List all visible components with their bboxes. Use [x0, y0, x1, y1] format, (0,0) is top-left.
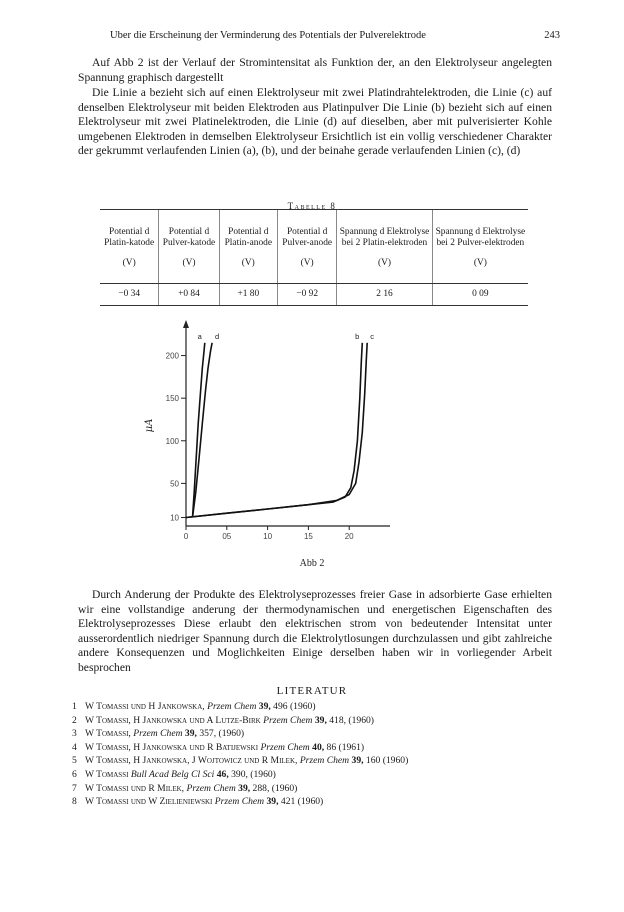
reference-item: [72, 754, 572, 768]
reference-authors: W Tomassi und H Jankowska,: [85, 701, 208, 712]
reference-pages: 496 (1960): [273, 701, 316, 712]
table-cell: +1 80: [219, 284, 277, 306]
table-cell: −0 92: [278, 284, 337, 306]
figure-caption: Abb 2: [299, 558, 325, 569]
reference-list: [72, 700, 572, 809]
paragraph-1: Auf Abb 2 ist der Verlauf der Stromintensitat als Funktion der, an den Elektrolyseur angelegten Spannung graphisch dargestellt: [78, 56, 552, 84]
reference-volume: 39,: [184, 728, 200, 740]
reference-volume: 39,: [351, 755, 366, 767]
reference-journal: Przem Chem: [260, 741, 313, 753]
table-header-4: Spannung d Elektrolyse bei 2 Platin-elektroden (V): [337, 210, 432, 284]
y-tick-label: 50: [170, 479, 179, 489]
reference-journal: Przem Chem: [133, 728, 185, 740]
table-header-1: Potential d Pulver-katode (V): [159, 210, 219, 284]
reference-number: 6: [72, 768, 77, 780]
reference-pages: 160 (1960): [365, 755, 409, 767]
reference-journal: Bull Acad Belg Cl Sci: [130, 768, 217, 780]
table-cell: −0 34: [100, 284, 159, 306]
table-row: [100, 284, 528, 306]
series-label-b: b: [355, 331, 360, 341]
reference-pages: 390, (1960): [231, 768, 276, 780]
reference-pages: 86 (1961): [326, 741, 365, 753]
reference-item: [72, 741, 572, 755]
table-header-2: Potential d Platin-anode (V): [219, 210, 277, 284]
x-tick-label: 15: [303, 532, 313, 541]
running-head-title: Uber die Erscheinung der Verminderung des Potentials der Pulverelektrode: [110, 30, 426, 41]
reference-pages: 421 (1960): [280, 796, 324, 808]
table-header-3: Potential d Pulver-anode (V): [278, 210, 337, 284]
reference-volume: 39,: [238, 782, 253, 794]
x-tick-label: 10: [263, 532, 273, 541]
reference-journal: Przem Chem: [263, 714, 315, 726]
series-line-b: [186, 343, 362, 518]
reference-journal: Przem Chem: [214, 796, 267, 808]
y-axis-arrow: [183, 320, 189, 328]
reference-pages: 418, (1960): [329, 714, 374, 726]
reference-authors: W Tomassi: [85, 768, 131, 780]
table-cell: 2 16: [337, 284, 432, 306]
reference-journal: Przem Chem: [207, 701, 259, 712]
reference-item: [72, 768, 572, 782]
x-tick-label: 20: [344, 532, 354, 541]
reference-number: 2: [72, 714, 77, 726]
reference-number: 5: [72, 755, 77, 767]
reference-item: [72, 714, 572, 728]
table-header-0: Potential d Platin-katode (V): [100, 210, 159, 284]
reference-journal: Przem Chem: [299, 755, 352, 767]
x-tick-label: 0: [183, 532, 189, 541]
reference-authors: W Tomassi, H Jankowska und A Lutze-Birk: [85, 714, 264, 726]
reference-journal: Przem Chem: [186, 782, 239, 794]
y-axis-label: μA: [144, 418, 155, 433]
table-header-5: Spannung d Elektrolyse bei 2 Pulver-elektroden (V): [432, 210, 528, 284]
reference-volume: 39,: [258, 701, 274, 712]
table-caption: Tabelle 8: [287, 201, 337, 211]
reference-authors: W Tomassi,: [85, 728, 134, 740]
reference-item: [72, 795, 572, 809]
reference-number: 7: [72, 782, 77, 794]
reference-volume: 39,: [266, 796, 281, 808]
table-cell: 0 09: [432, 284, 528, 306]
reference-authors: W Tomassi, H Jankowska und R Batijewski: [85, 741, 261, 753]
series-line-c: [186, 343, 367, 518]
reference-pages: 288, (1960): [252, 782, 298, 794]
reference-number: 4: [72, 741, 77, 753]
table-cell: +0 84: [159, 284, 219, 306]
reference-volume: 39,: [314, 714, 330, 726]
reference-item: [72, 782, 572, 796]
y-tick-label: 100: [165, 436, 179, 446]
reference-volume: 46,: [216, 768, 232, 780]
series-label-a: a: [197, 331, 202, 341]
series-label-d: d: [215, 331, 220, 341]
x-tick-label: 05: [222, 532, 232, 541]
series-line-a: [193, 343, 205, 518]
reference-number: 1: [72, 701, 77, 712]
reference-volume: 40,: [312, 741, 327, 753]
potential-table: [100, 209, 528, 306]
y-tick-label: 200: [165, 351, 179, 361]
y-tick-label: 10: [170, 513, 179, 523]
paragraph-3: Durch Anderung der Produkte des Elektrolyseprozesses freier Gase in adsorbierte Gase erhielten wir eine vollstandige anderung der thermodynamischen und energetischen Eigenschaften des Elektrolyseprozesses Diese erlaubt den elektrischen strom von bedeutender Intensitat unter ausserordentlich niedriger Spannung durch die Elektrolytlosungen durchzulassen und gibt zahlreiche andere Konsequenzen und Moglichkeiten Einige derselben haben wir in vorliegender Arbeit besprochen: [78, 588, 552, 674]
reference-authors: W Tomassi und W Zielieniewski: [85, 796, 215, 808]
reference-item: [72, 700, 572, 714]
y-tick-label: 150: [165, 394, 179, 404]
series-label-c: c: [370, 331, 375, 341]
reference-number: 3: [72, 728, 77, 740]
literature-heading: LITERATUR: [276, 685, 348, 697]
reference-number: 8: [72, 796, 77, 808]
current-voltage-chart: [140, 318, 400, 550]
paragraph-2: Die Linie a bezieht sich auf einen Elektrolyseur mit zwei Platindrahtelektroden, die Linie (c) auf denselben Elektrolyseur mit beiden Elektroden aus Platinpulver Die Linie (b) bezieht sich auf einen Elektrolyseur mit zwei Platinelektroden, die Linie (d) auf dieselben, aber mit pulverisierter Kohle umgebenen Elektroden in demselben Elektrolyseur Ersichtlich ist ein vollig verschiedener Charakter der gekrummt verlaufenden Linien (a), (b), und der beinahe gerade verlaufenden Linien (c), (d): [78, 86, 552, 158]
page-number: 243: [544, 30, 560, 41]
reference-item: [72, 727, 572, 741]
reference-authors: W Tomassi und R Milek,: [85, 782, 187, 794]
reference-pages: 357, (1960): [199, 728, 245, 740]
reference-authors: W Tomassi, H Jankowska, J Wojtowicz und R Milek,: [85, 755, 300, 767]
